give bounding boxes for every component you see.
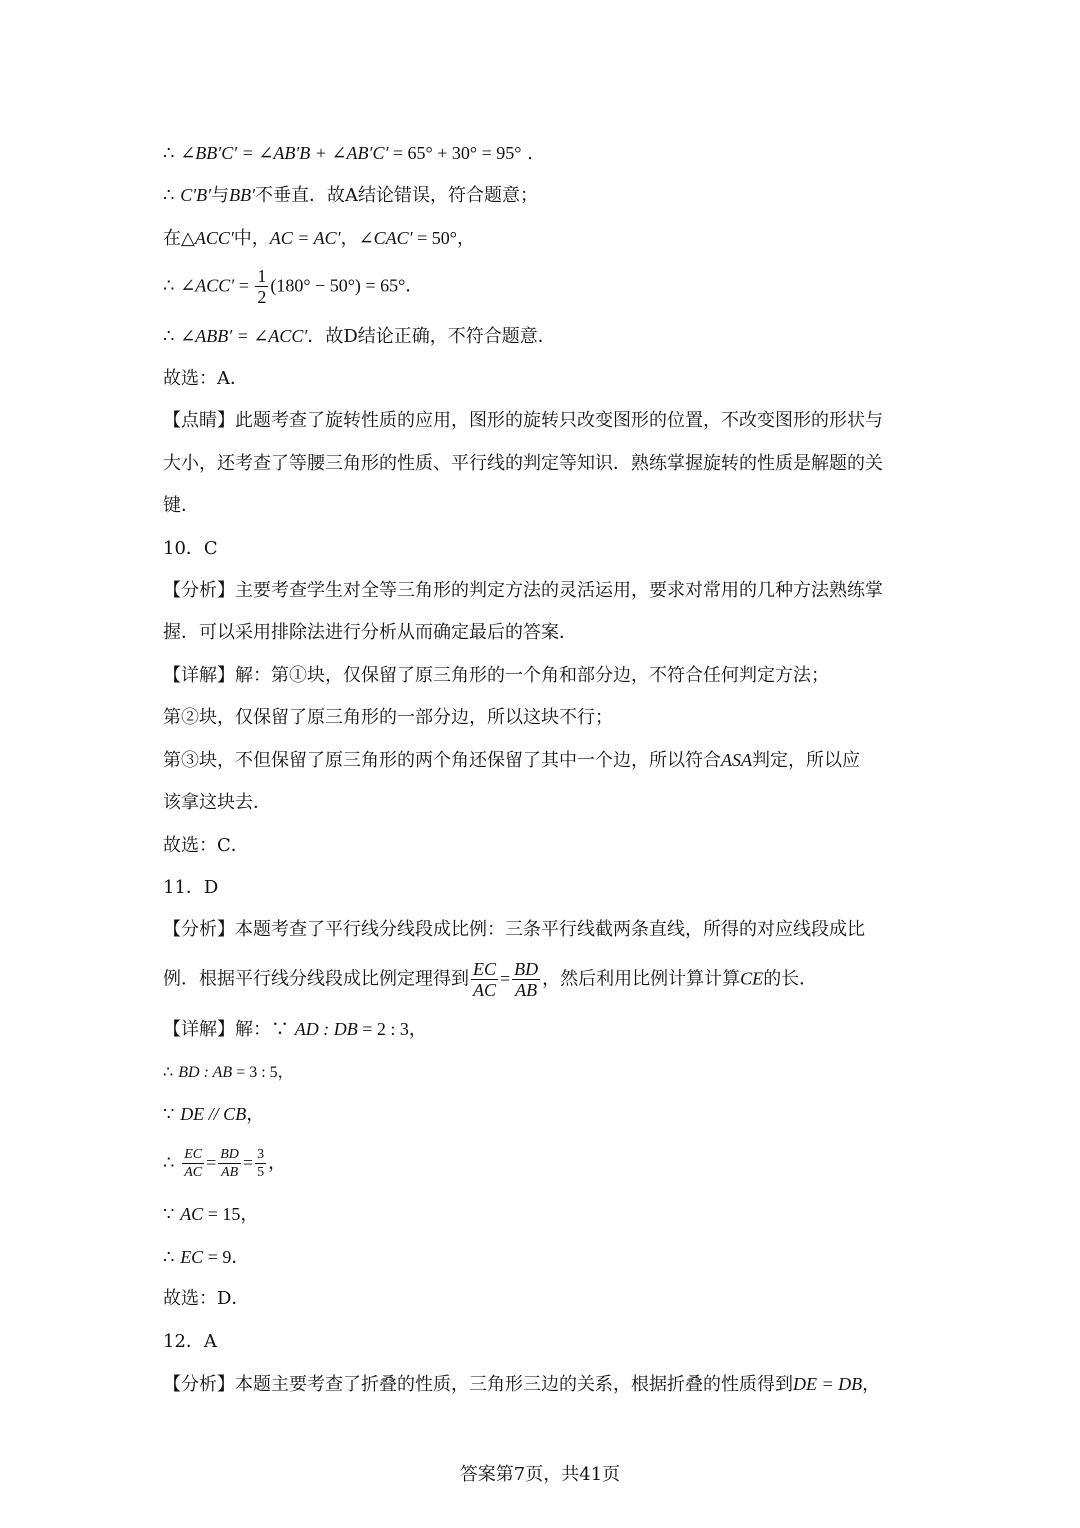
answer-line: 故选：A． <box>163 368 248 389</box>
math-expression: AC = AC′ <box>269 228 341 248</box>
solution-line <box>163 748 923 773</box>
math-value: = <box>500 968 511 989</box>
math-expression: AC <box>180 1204 204 1224</box>
math-value: = 65° + 30° = 95° <box>388 143 522 163</box>
therefore-symbol: ∴ <box>163 1247 175 1268</box>
math-expression: △ACC′ <box>181 228 234 248</box>
math-expression: CE <box>740 968 764 989</box>
line-triangle-acc <box>163 226 923 251</box>
solution-line: 第②块，仅保留了原三角形的一部分边，所以这块不行； <box>163 707 613 728</box>
math-expression: ∠ABB′ = ∠ACC′ <box>180 326 308 346</box>
analysis-paragraph-line: 握．可以采用排除法进行分析从而确定最后的答案． <box>163 622 577 643</box>
comment-paragraph-line: 大小，还考查了等腰三角形的性质、平行线的判定等知识．熟练掌握旋转的性质是解题的关 <box>163 453 883 474</box>
fraction-numerator: EC <box>184 1147 203 1162</box>
math-expression: C′B′ <box>180 185 212 205</box>
fraction <box>255 1146 266 1181</box>
question-number: 12．A <box>163 1331 217 1352</box>
math-expression: BB′ <box>229 185 256 205</box>
fraction-numerator: EC <box>473 959 497 979</box>
math-value: = 9 <box>203 1247 232 1267</box>
comment-paragraph-line: 【点睛】此题考查了旋转性质的应用，图形的旋转只改变图形的位置，不改变图形的形状与 <box>163 410 883 431</box>
therefore-symbol: ∴ <box>163 185 175 206</box>
text: 判定，所以应 <box>752 750 860 771</box>
math-expression: ∠CAC′ <box>358 228 413 248</box>
solution-line <box>163 1245 923 1270</box>
fraction-denominator: 2 <box>257 287 267 307</box>
text: ，然后利用比例计算计算 <box>542 968 741 990</box>
text: 不垂直．故A结论错误，符合题意； <box>255 185 539 206</box>
text: 【分析】本题主要考查了折叠的性质，三角形三边的关系，根据折叠的性质得到 <box>163 1374 793 1395</box>
math-expression: ASA <box>721 750 752 770</box>
math-value: = 3 : 5 <box>232 1064 278 1081</box>
line-angle-acc-value <box>163 266 923 307</box>
math-value: = 2 : 3 <box>357 1019 409 1039</box>
fraction-denominator: AC <box>473 980 497 1000</box>
math-expression: EC <box>180 1247 204 1267</box>
fraction <box>218 1146 241 1181</box>
math-expression: BD : AB <box>178 1064 233 1081</box>
text: ， <box>246 1104 265 1125</box>
fraction <box>182 1146 204 1181</box>
math-expression: DE = DB <box>793 1374 863 1394</box>
text: 与 <box>211 185 230 206</box>
line-not-perpendicular <box>163 183 923 208</box>
text: 在 <box>163 228 181 249</box>
text: 第③块，不但保留了原三角形的两个角还保留了其中一个边，所以符合 <box>163 750 721 771</box>
text: ． <box>231 1247 250 1268</box>
fraction-numerator: BD <box>514 959 539 979</box>
analysis-paragraph-line: 【分析】主要考查学生对全等三角形的判定方法的灵活运用，要求对常用的几种方法熟练掌 <box>163 580 883 601</box>
fraction <box>512 959 540 1000</box>
text: ， <box>268 1152 287 1174</box>
math-value: = 50° <box>412 228 457 248</box>
text: 的长． <box>763 968 818 990</box>
fraction <box>255 266 268 307</box>
comment-paragraph-line: 键． <box>163 495 199 516</box>
math-expression: ∠ACC′ <box>180 275 235 296</box>
text: ， <box>408 1019 427 1040</box>
text: 中， <box>233 228 270 249</box>
therefore-symbol: ∴ <box>163 1152 175 1174</box>
solution-line: 该拿这块去． <box>163 792 271 813</box>
fraction-numerator: 3 <box>257 1147 265 1162</box>
answer-line: 故选：D． <box>163 1288 250 1309</box>
math-value: = <box>242 1152 254 1173</box>
analysis-paragraph-line <box>163 1372 923 1397</box>
line-angle-sum <box>163 141 923 166</box>
because-symbol: ∵ <box>271 1019 289 1040</box>
question-number: 11．D <box>163 877 219 898</box>
analysis-paragraph-line <box>163 959 923 1000</box>
math-value: (180° − 50°) = 65° <box>270 275 406 296</box>
because-symbol: ∵ <box>163 1104 175 1125</box>
solution-line <box>163 1146 923 1181</box>
fraction <box>471 959 498 1000</box>
math-expression: AD : DB <box>294 1019 358 1039</box>
text: 【详解】解： <box>163 1019 271 1040</box>
solution-line <box>163 1202 923 1227</box>
therefore-symbol: ∴ <box>163 275 175 297</box>
therefore-symbol: ∴ <box>163 1062 174 1081</box>
text: ， <box>340 228 359 249</box>
fraction-denominator: AB <box>515 980 538 1000</box>
punctuation: . <box>521 143 533 164</box>
therefore-symbol: ∴ <box>163 326 175 347</box>
text: ， <box>240 1204 259 1225</box>
fraction-numerator: 1 <box>257 266 267 286</box>
fraction-denominator: AB <box>221 1165 239 1180</box>
answer-line: 故选：C． <box>163 835 249 856</box>
math-expression: ∠BB′C′ = ∠AB′B + ∠AB′C′ <box>180 143 389 163</box>
question-number: 10．C <box>163 538 218 559</box>
math-expression: DE // CB <box>180 1104 247 1124</box>
solution-line: 【详解】解：第①块，仅保留了原三角形的一个角和部分边，不符合任何判定方法； <box>163 665 829 686</box>
solution-line <box>163 1060 923 1085</box>
fraction-denominator: AC <box>184 1165 203 1180</box>
because-symbol: ∵ <box>163 1204 175 1225</box>
text: ， <box>277 1062 294 1081</box>
text: ， <box>862 1374 881 1395</box>
solution-line <box>163 1017 923 1042</box>
fraction-denominator: 5 <box>257 1165 265 1180</box>
line-angle-equal <box>163 324 923 349</box>
analysis-paragraph-line: 【分析】本题考查了平行线分线段成比例：三条平行线截两条直线，所得的对应线段成比 <box>163 919 865 940</box>
math-value: = <box>206 1152 217 1173</box>
therefore-symbol: ∴ <box>163 143 175 164</box>
punctuation: ． <box>405 275 424 297</box>
solution-line <box>163 1102 923 1127</box>
text: ．故D结论正确，不符合题意． <box>307 326 556 347</box>
text: ， <box>456 228 475 249</box>
math-value: = 15 <box>203 1204 241 1224</box>
fraction-numerator: BD <box>220 1147 239 1162</box>
math-value: = <box>234 275 254 296</box>
page-footer: 答案第7页，共41页 <box>459 1464 621 1485</box>
text: 例．根据平行线分线段成比例定理得到 <box>163 968 469 990</box>
